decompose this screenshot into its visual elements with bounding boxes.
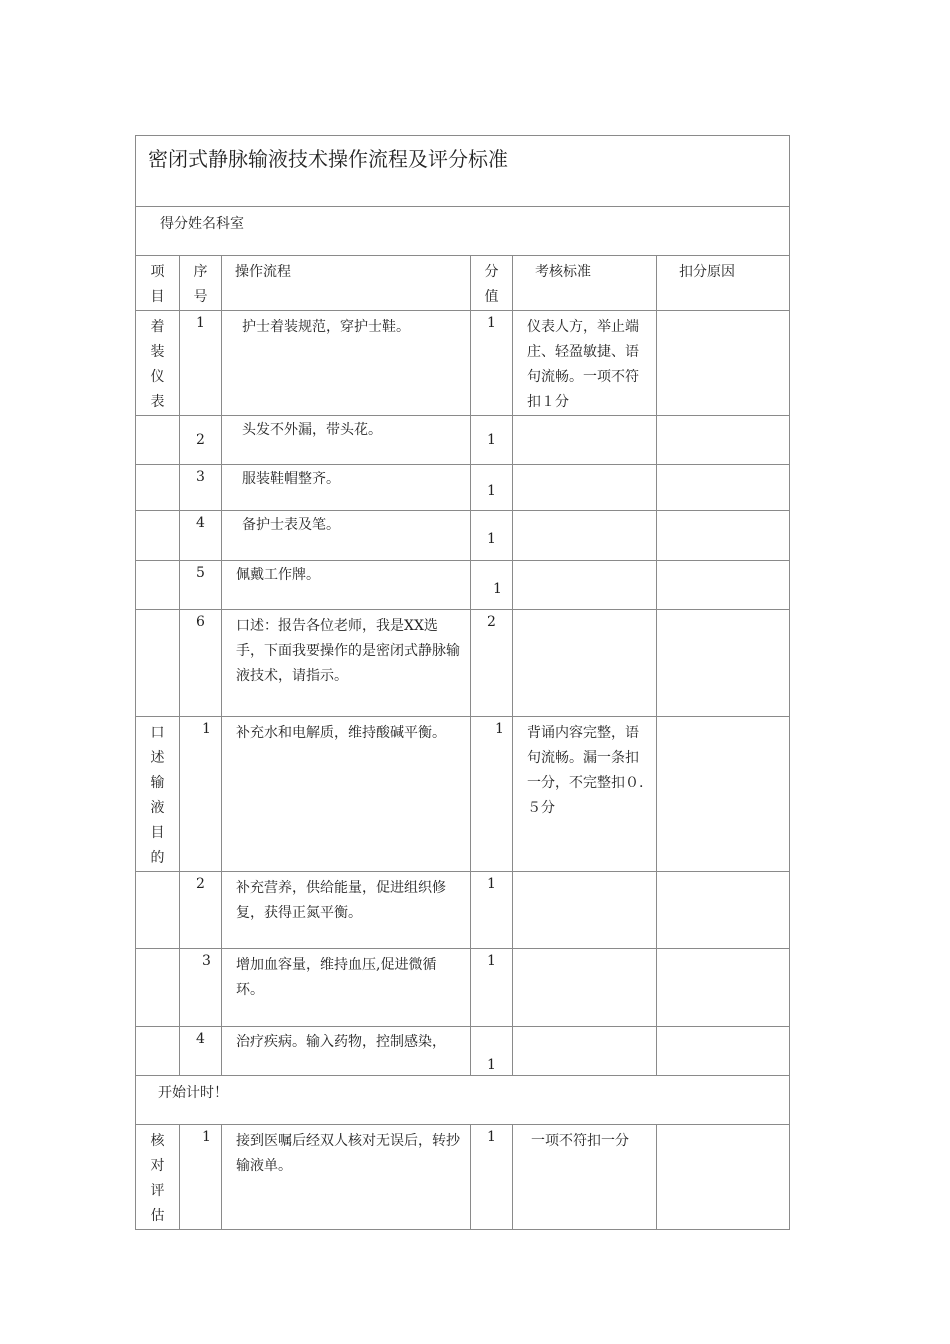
title-cell: [136, 136, 790, 207]
header-procedure-cell: [222, 256, 471, 311]
score-value: 1: [487, 483, 496, 499]
criteria-text: 背诵内容完整，语句流畅。漏一条扣一分，不完整扣０.５分: [527, 725, 644, 816]
category-cell: [136, 949, 180, 1027]
procedure-cell: [222, 872, 471, 949]
criteria-cell: [513, 465, 657, 511]
category-cell: [136, 717, 180, 872]
procedure-cell: [222, 1027, 471, 1076]
table-row: [136, 465, 790, 511]
document-title: 密闭式静脉输液技术操作流程及评分标准: [148, 147, 508, 171]
category-cell: [136, 511, 180, 561]
score-cell: [471, 311, 513, 416]
criteria-cell: [513, 949, 657, 1027]
procedure-text: 护士着装规范，穿护士鞋。: [242, 319, 410, 335]
score-value: 1: [493, 581, 502, 597]
procedure-text: 增加血容量，维持血压,促进微循环。: [236, 957, 437, 998]
criteria-cell: [513, 1027, 657, 1076]
seq-value: 2: [196, 432, 205, 448]
table-row: [136, 511, 790, 561]
seq-value: 1: [196, 315, 205, 331]
seq-value: 1: [202, 1129, 211, 1145]
procedure-text: 补充营养，供给能量，促进组织修复，获得正氮平衡。: [236, 880, 446, 921]
score-cell: [471, 949, 513, 1027]
criteria-cell: [513, 311, 657, 416]
score-value: 1: [487, 432, 496, 448]
seq-value: 2: [196, 876, 205, 892]
table-row: [136, 949, 790, 1027]
table-row: [136, 872, 790, 949]
deduction-cell: [657, 717, 790, 872]
category-cell: [136, 465, 180, 511]
criteria-text: 仪表人方，举止端庄、轻盈敏捷、语句流畅。一项不符扣１分: [527, 319, 639, 410]
header-deduction: 扣分原因: [679, 264, 735, 280]
procedure-cell: [222, 561, 471, 610]
score-cell: [471, 1125, 513, 1230]
procedure-text: 佩戴工作牌。: [236, 567, 320, 583]
category-cell: [136, 872, 180, 949]
seq-cell: [180, 1125, 222, 1230]
score-value: 1: [487, 315, 496, 331]
procedure-cell: [222, 465, 471, 511]
seq-value: 3: [202, 953, 211, 969]
header-category: 项目: [150, 264, 165, 305]
seq-value: 1: [202, 721, 211, 737]
deduction-cell: [657, 465, 790, 511]
procedure-cell: [222, 311, 471, 416]
seq-cell: [180, 1027, 222, 1076]
procedure-cell: [222, 949, 471, 1027]
info-cell: [136, 207, 790, 256]
score-value: 1: [487, 953, 496, 969]
seq-cell: [180, 465, 222, 511]
score-value: 1: [495, 721, 504, 737]
header-criteria-cell: [513, 256, 657, 311]
score-value: 1: [487, 1057, 496, 1073]
category-cell: [136, 561, 180, 610]
deduction-cell: [657, 610, 790, 717]
category-label: 口述输液目的: [150, 725, 165, 866]
procedure-cell: [222, 416, 471, 465]
table-row: [136, 610, 790, 717]
table-row: [136, 1125, 790, 1230]
header-score: 分值: [484, 264, 499, 305]
header-seq-cell: [180, 256, 222, 311]
seq-value: 5: [196, 565, 205, 581]
score-cell: [471, 511, 513, 561]
score-value: 2: [487, 614, 496, 630]
seq-value: 6: [196, 614, 205, 630]
criteria-cell: [513, 561, 657, 610]
deduction-cell: [657, 311, 790, 416]
score-cell: [471, 465, 513, 511]
criteria-cell: [513, 610, 657, 717]
deduction-cell: [657, 561, 790, 610]
seq-value: 4: [196, 1031, 205, 1047]
category-label: 核对评估: [150, 1133, 165, 1224]
seq-cell: [180, 311, 222, 416]
procedure-text: 口述：报告各位老师，我是XX选手，下面我要操作的是密闭式静脉输液技术，请指示。: [236, 618, 460, 684]
category-cell: [136, 1027, 180, 1076]
score-value: 1: [487, 531, 496, 547]
deduction-cell: [657, 949, 790, 1027]
info-line: 得分姓名科室: [160, 216, 244, 232]
deduction-cell: [657, 511, 790, 561]
procedure-cell: [222, 717, 471, 872]
procedure-cell: [222, 610, 471, 717]
table-row: [136, 717, 790, 872]
criteria-cell: [513, 416, 657, 465]
procedure-text: 备护士表及笔。: [242, 517, 340, 533]
procedure-text: 头发不外漏，带头花。: [242, 422, 382, 438]
procedure-cell: [222, 1125, 471, 1230]
timer-banner-cell: [136, 1076, 790, 1125]
table-row: [136, 416, 790, 465]
table-row: [136, 1027, 790, 1076]
seq-cell: [180, 717, 222, 872]
seq-cell: [180, 610, 222, 717]
table-row: [136, 311, 790, 416]
seq-cell: [180, 511, 222, 561]
score-value: 1: [487, 1129, 496, 1145]
procedure-text: 补充水和电解质，维持酸碱平衡。: [236, 725, 446, 741]
seq-cell: [180, 949, 222, 1027]
procedure-text: 接到医嘱后经双人核对无误后，转抄输液单。: [236, 1133, 460, 1174]
seq-value: 4: [196, 515, 205, 531]
seq-cell: [180, 561, 222, 610]
procedure-text: 服装鞋帽整齐。: [242, 471, 340, 487]
deduction-cell: [657, 416, 790, 465]
category-cell: [136, 416, 180, 465]
table-row: [136, 561, 790, 610]
header-deduction-cell: [657, 256, 790, 311]
seq-cell: [180, 872, 222, 949]
score-cell: [471, 1027, 513, 1076]
deduction-cell: [657, 872, 790, 949]
score-cell: [471, 561, 513, 610]
procedure-text: 治疗疾病。输入药物，控制感染，: [236, 1034, 446, 1050]
procedure-cell: [222, 511, 471, 561]
scoring-table: [135, 135, 790, 1230]
category-cell: [136, 1125, 180, 1230]
criteria-cell: [513, 717, 657, 872]
seq-cell: [180, 416, 222, 465]
category-cell: [136, 311, 180, 416]
timer-banner: 开始计时！: [158, 1085, 228, 1101]
criteria-cell: [513, 872, 657, 949]
score-cell: [471, 416, 513, 465]
criteria-cell: [513, 511, 657, 561]
header-criteria: 考核标准: [535, 264, 591, 280]
header-seq: 序号: [193, 264, 208, 305]
score-value: 1: [487, 876, 496, 892]
header-score-cell: [471, 256, 513, 311]
criteria-text: 一项不符扣一分: [531, 1133, 629, 1149]
deduction-cell: [657, 1027, 790, 1076]
seq-value: 3: [196, 469, 205, 485]
header-procedure: 操作流程: [235, 264, 291, 280]
criteria-cell: [513, 1125, 657, 1230]
score-cell: [471, 717, 513, 872]
header-category-cell: [136, 256, 180, 311]
category-cell: [136, 610, 180, 717]
score-cell: [471, 610, 513, 717]
score-cell: [471, 872, 513, 949]
category-label: 着装仪表: [150, 319, 165, 410]
deduction-cell: [657, 1125, 790, 1230]
header-row: [136, 256, 790, 311]
